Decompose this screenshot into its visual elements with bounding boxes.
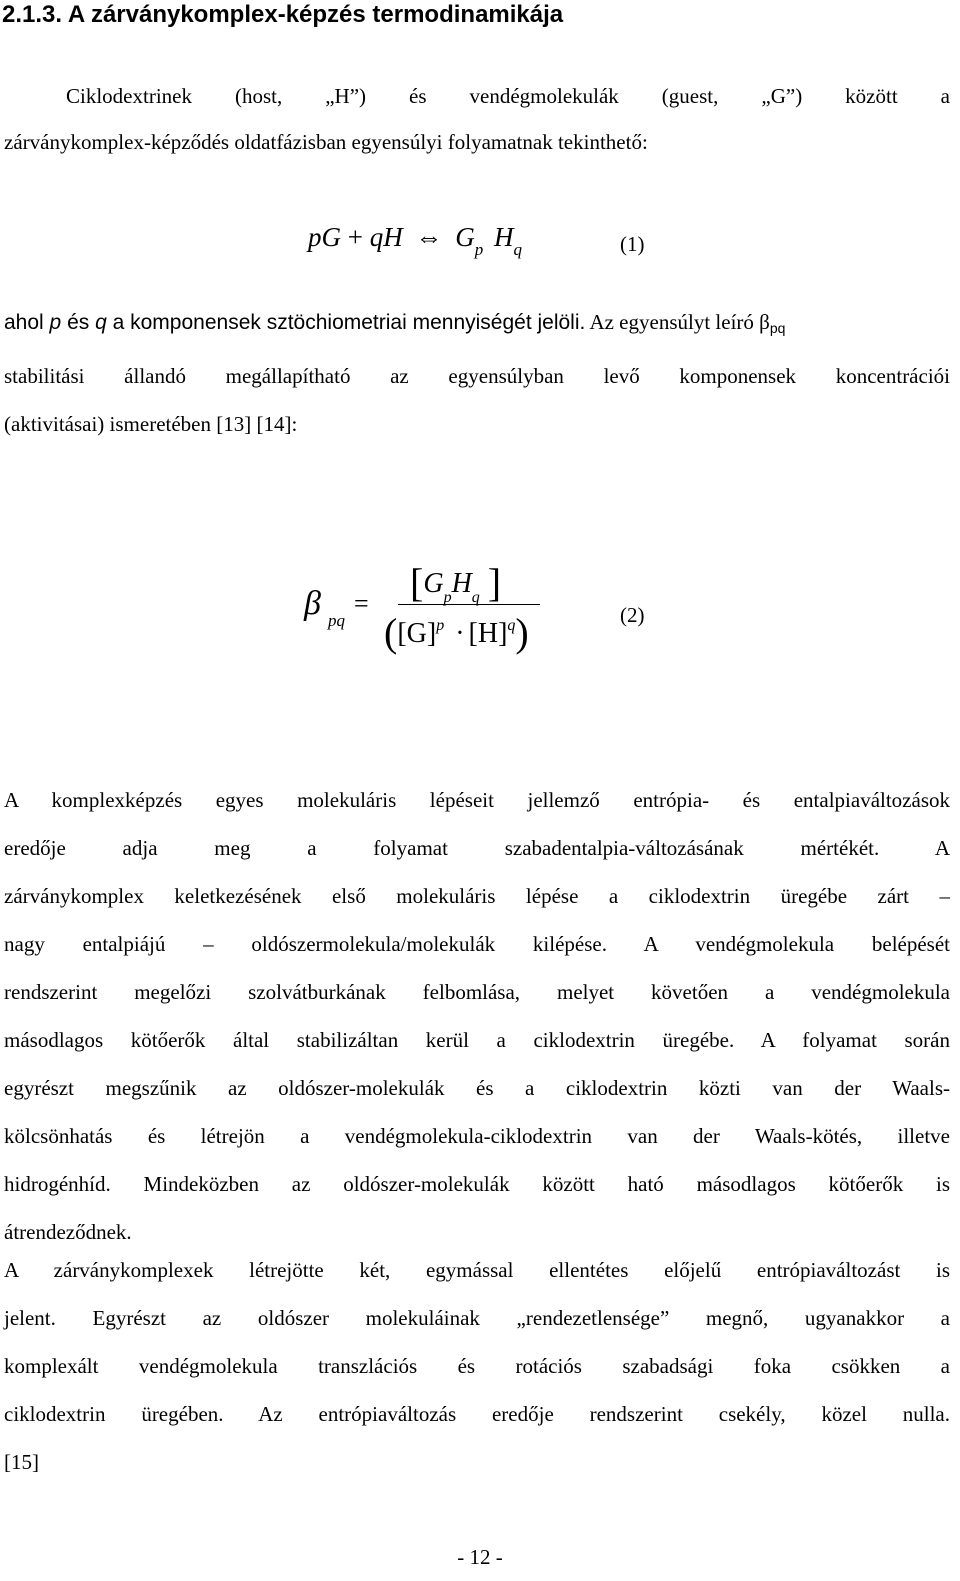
paragraph-line: zárványkomplex-képződés oldatfázisban egyensúlyi folyamatnak tekinthető: (4, 130, 648, 154)
eq1-sub-p: p (474, 240, 484, 259)
paragraph-line: (aktivitásai) ismeretében [13] [14]: (4, 412, 298, 436)
eq1-G: G (321, 222, 341, 252)
eq2-beta: β (304, 585, 321, 622)
section-heading (2, 0, 563, 30)
paragraph-stability (4, 298, 950, 448)
paragraph-line: komplexált vendégmolekula transzlációs és rotációs szabadsági foka csökken a (4, 1354, 950, 1378)
eq2-denominator: $([G]^p \cdot [H]^q)$ (384, 610, 529, 655)
paragraph-entropy (4, 1246, 950, 1486)
paragraph-thermo (4, 776, 950, 1256)
paragraph-line: eredője adja meg a folyamat szabadentalpia-változásának mértékét. A (4, 836, 950, 860)
paragraph-line: [15] (4, 1450, 39, 1474)
equation-1 (308, 222, 522, 272)
paragraph-line: ciklodextrin üregében. Az entrópiaváltozás eredője rendszerint csekély, közel nulla. (4, 1402, 950, 1426)
paragraph-line: ahol p és q a komponensek sztöchiometriai mennyiségét jelöli. Az egyensúlyt leíró $\beta_{pq}$ (4, 310, 786, 336)
equation-2 (300, 545, 560, 675)
eq1-p: p (308, 222, 322, 252)
paragraph-line: kölcsönhatás és létrejön a vendégmolekula-ciklodextrin van der Waals-kötés, illetve (4, 1124, 950, 1148)
section-title: A zárványkomplex-képzés termodinamikája (67, 1, 564, 28)
paragraph-line: hidrogénhíd. Mindeközben az oldószer-molekulák között ható másodlagos kötőerők is (4, 1172, 950, 1196)
paragraph-line: rendszerint megelőzi szolvátburkának felbomlása, melyet követően a vendégmolekula (4, 980, 950, 1004)
equation-1-number: (1) (620, 232, 645, 256)
paragraph-line: Ciklodextrinek (host, „H”) és vendégmolekulák (guest, „G”) között a (66, 84, 950, 108)
eq2-numerator: [$G_pH_q$ ] (410, 560, 502, 606)
section-number: 2.1.3. (2, 1, 63, 28)
paragraph-line: átrendeződnek. (4, 1220, 132, 1244)
paragraph-intro (4, 72, 950, 166)
page-number: - 12 - (457, 1545, 503, 1569)
paragraph-line: A komplexképzés egyes molekuláris lépéseit jellemző entrópia- és entalpiaváltozások (4, 788, 950, 812)
paragraph-line: zárványkomplex keletkezésének első molekuláris lépése a ciklodextrin üregébe zárt – (4, 884, 950, 908)
eq1-H: H (383, 222, 403, 252)
paragraph-line: másodlagos kötőerők által stabilizáltan kerül a ciklodextrin üregébe. A folyamat során (4, 1028, 950, 1052)
equilibrium-arrow-icon: ⇔ (415, 222, 443, 252)
paragraph-line: A zárványkomplexek létrejötte két, egymással ellentétes előjelű entrópiaváltozást is (4, 1258, 950, 1282)
equation-2-number: (2) (620, 603, 645, 627)
eq2-equals: = (354, 589, 369, 618)
paragraph-line: stabilitási állandó megállapítható az egyensúlyban levő komponensek koncentrációi (4, 364, 950, 388)
paragraph-line: nagy entalpiájú – oldószermolekula/molekulák kilépése. A vendégmolekula belépését (4, 932, 950, 956)
eq2-beta-sub: pq (328, 611, 345, 630)
paragraph-line: jelent. Egyrészt az oldószer molekuláinak „rendezetlensége” megnő, ugyanakkor a (4, 1306, 950, 1330)
eq1-plus: + (347, 222, 363, 252)
eq1-right-G: G (455, 222, 475, 252)
eq1-sub-q: q (513, 240, 522, 259)
paragraph-line: egyrészt megszűnik az oldószer-molekulák és a ciklodextrin közti van der Waals- (4, 1076, 950, 1100)
eq1-q: q (369, 222, 384, 252)
eq1-right-H: H (493, 222, 514, 252)
